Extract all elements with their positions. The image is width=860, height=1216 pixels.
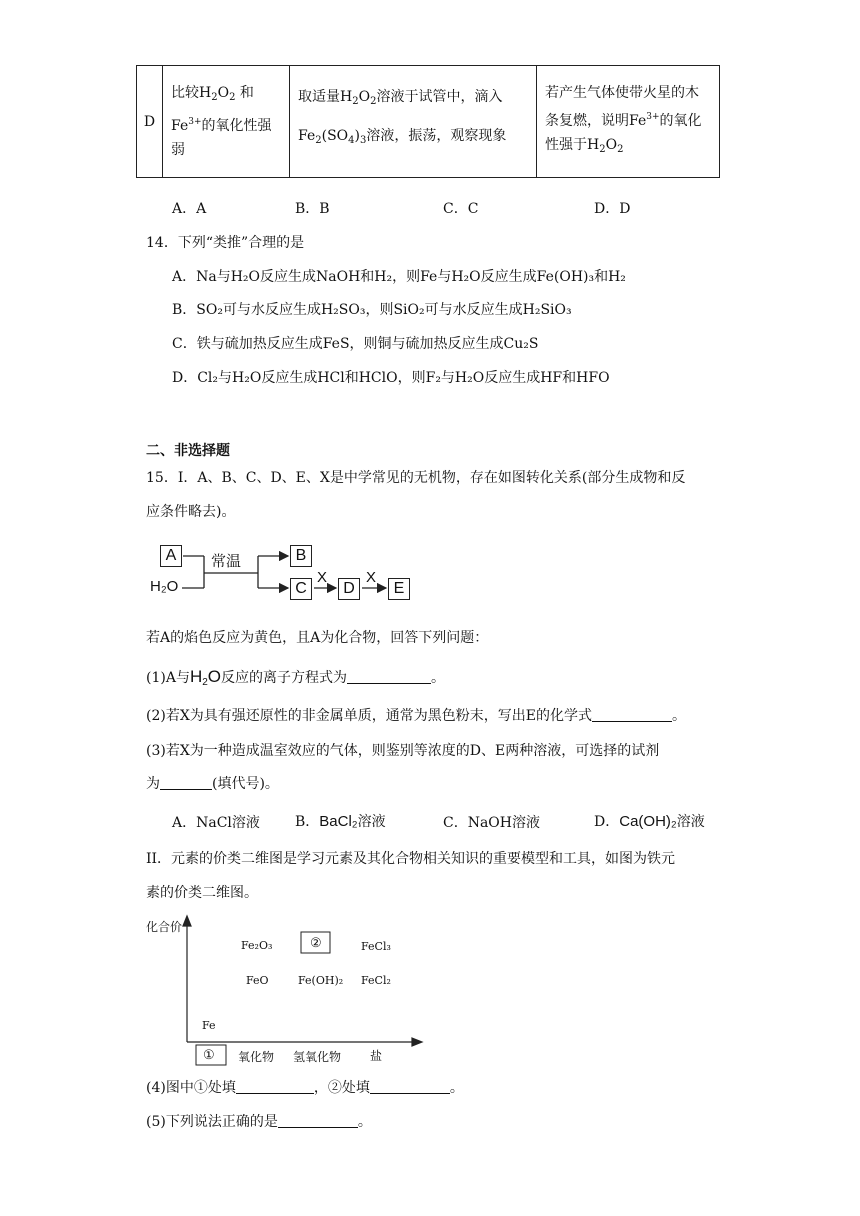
q15-stem-line1: 15．I．A、B、C、D、E、X是中学常见的无机物，存在如图转化关系(部分生成物和反	[146, 470, 686, 486]
y-axis-label: 化合价	[146, 920, 183, 934]
q14-option-c: C．铁与硫加热反应生成FeS，则铜与硫加热反应生成Cu₂S	[172, 336, 539, 352]
box-a: A	[160, 545, 182, 567]
x-label-2: X	[366, 569, 377, 586]
water-label: H₂O	[150, 578, 179, 595]
q3-option-a: A．NaCl溶液	[172, 815, 260, 831]
answer-blank-4[interactable]	[236, 1079, 314, 1094]
box-b: B	[290, 545, 312, 567]
q15-sub4: (4)图中①处填 ，②处填 。	[146, 1080, 464, 1096]
q13-option-b: B．B	[295, 201, 330, 217]
label-feoh2: Fe(OH)₂	[298, 974, 344, 987]
q15-sub2: (2)若X为具有强还原性的非金属单质，通常为黑色粉末，写出E的化学式 。	[146, 708, 687, 724]
q14-option-b: B．SO₂可与水反应生成H₂SO₃，则SiO₂可与水反应生成H₂SiO₃	[172, 302, 572, 318]
chart-axes	[140, 912, 430, 1072]
purpose-cell: 比较$H_2O_2$ 和 $Fe^{3+}$的氧化性强 弱	[163, 66, 290, 178]
category-oxide: 氧化物	[238, 1050, 275, 1064]
q15-premise: 若A的焰色反应为黄色，且A为化合物，回答下列问题：	[146, 630, 489, 646]
q13-option-d: D．D	[594, 201, 631, 217]
q14-option-d: D．Cl₂与H₂O反应生成HCl和HClO，则F₂与H₂O反应生成HF和HFO	[172, 370, 610, 386]
condition-label: 常温	[211, 553, 242, 570]
box-c: C	[290, 578, 312, 600]
q13-table	[136, 65, 720, 178]
answer-blank-6[interactable]	[278, 1113, 358, 1128]
box1-label: ①	[203, 1048, 215, 1063]
q3-option-b: B．BaCl₂溶液	[295, 813, 386, 830]
label-fe: Fe	[202, 1019, 216, 1032]
x-label-1: X	[317, 569, 328, 586]
q15-sub5: (5)下列说法正确的是 。	[146, 1114, 372, 1130]
q15-sub3-line1: (3)若X为一种造成温室效应的气体，则鉴别等浓度的D、E两种溶液，可选择的试剂	[146, 743, 660, 759]
part2-line1: II．元素的价类二维图是学习元素及其化合物相关知识的重要模型和工具，如图为铁元	[146, 851, 676, 867]
q15-stem-line2: 应条件略去)。	[146, 504, 236, 520]
q15-sub1: (1)A与$H_2O$反应的离子方程式为 。	[146, 667, 446, 688]
q13-option-a: A．A	[172, 201, 207, 217]
diagram-arrows	[148, 540, 418, 602]
part2-line2: 素的价类二维图。	[146, 885, 258, 901]
conclusion-cell: 若产生气体使带火星的木 条复燃，说明$Fe^{3+}$的氧化 性强于$H_2O_2$	[537, 66, 720, 178]
answer-blank-2[interactable]	[592, 707, 672, 722]
label-feo: FeO	[246, 974, 269, 987]
answer-blank-1[interactable]	[347, 669, 431, 684]
answer-blank-3[interactable]	[160, 775, 212, 790]
operation-cell: 取适量$H_2O_2$溶液于试管中，滴入 $Fe_2(SO_4)_3$溶液，振荡，观察现象	[290, 66, 537, 178]
box2-label: ②	[310, 936, 322, 951]
q3-option-c: C．NaOH溶液	[443, 815, 540, 831]
category-hydroxide: 氢氧化物	[293, 1050, 342, 1064]
q15-sub3-line2: 为 (填代号)。	[146, 776, 279, 792]
box-d: D	[338, 578, 360, 600]
box-e: E	[388, 578, 410, 600]
row-label: D	[137, 66, 163, 178]
label-fecl3: FeCl₃	[361, 940, 391, 953]
q3-option-d: D．Ca(OH)₂溶液	[594, 813, 705, 830]
reaction-diagram	[148, 540, 418, 602]
answer-blank-5[interactable]	[370, 1079, 450, 1094]
q14-stem: 14．下列“类推”合理的是	[146, 235, 305, 251]
category-salt: 盐	[370, 1049, 383, 1063]
q14-option-a: A．Na与H₂O反应生成NaOH和H₂，则Fe与H₂O反应生成Fe(OH)₃和H₂	[172, 269, 626, 285]
iron-valence-chart	[140, 912, 430, 1072]
section-title: 二、非选择题	[146, 443, 230, 459]
table-row	[137, 66, 720, 178]
label-fe2o3: Fe₂O₃	[241, 939, 273, 952]
label-fecl2: FeCl₂	[361, 974, 391, 987]
q13-option-c: C．C	[443, 201, 479, 217]
